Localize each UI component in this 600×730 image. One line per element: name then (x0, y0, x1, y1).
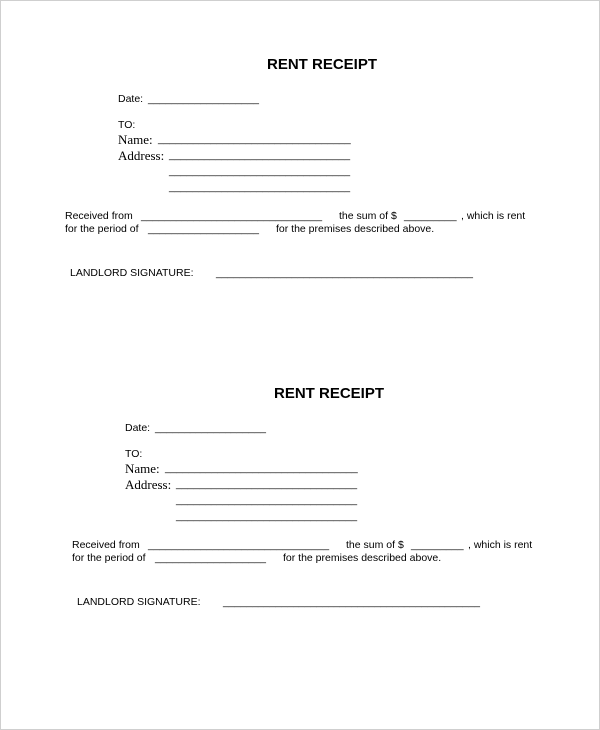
period-label: for the period of (72, 552, 146, 564)
address-field-line-1[interactable]: _______________________________ (176, 478, 358, 490)
to-label: TO: (125, 448, 143, 460)
address-field-line-3[interactable]: _______________________________ (169, 181, 351, 193)
name-label: Name: (125, 461, 160, 476)
sum-field[interactable]: _________ (411, 539, 464, 551)
date-label: Date: (125, 422, 151, 434)
address-field-line-3[interactable]: _______________________________ (176, 510, 358, 522)
date-label: Date: (118, 93, 144, 105)
sum-label: the sum of $ (339, 210, 397, 222)
landlord-signature-field[interactable]: ____________________________________________ (223, 596, 480, 608)
sum-label: the sum of $ (346, 539, 404, 551)
which-is-rent-text: , which is rent (468, 539, 533, 551)
name-field[interactable]: _________________________________ (165, 462, 358, 474)
period-label: for the period of (65, 223, 139, 235)
name-label: Name: (118, 132, 153, 147)
rent-receipt-2 (1, 330, 600, 630)
date-field[interactable]: ___________________ (148, 93, 259, 105)
address-label: Address: (125, 477, 172, 492)
received-from-field[interactable]: _______________________________ (141, 210, 323, 222)
landlord-signature-field[interactable]: ____________________________________________ (216, 267, 473, 279)
date-field[interactable]: ___________________ (155, 422, 266, 434)
to-label: TO: (118, 119, 136, 131)
address-field-line-1[interactable]: _______________________________ (169, 149, 351, 161)
sum-field[interactable]: _________ (404, 210, 457, 222)
received-from-label: Received from (72, 539, 140, 551)
receipt-title: RENT RECEIPT (274, 385, 385, 402)
received-from-field[interactable]: _______________________________ (148, 539, 330, 551)
premises-text: for the premises described above. (276, 223, 435, 235)
received-from-label: Received from (65, 210, 133, 222)
which-is-rent-text: , which is rent (461, 210, 526, 222)
landlord-signature-label: LANDLORD SIGNATURE: (70, 267, 194, 279)
landlord-signature-label: LANDLORD SIGNATURE: (77, 596, 201, 608)
rent-receipt-1 (1, 1, 600, 301)
name-field[interactable]: _________________________________ (158, 133, 351, 145)
period-field[interactable]: ___________________ (155, 552, 266, 564)
receipt-title: RENT RECEIPT (267, 56, 378, 73)
premises-text: for the premises described above. (283, 552, 442, 564)
address-label: Address: (118, 148, 165, 163)
address-field-line-2[interactable]: _______________________________ (176, 494, 358, 506)
period-field[interactable]: ___________________ (148, 223, 259, 235)
address-field-line-2[interactable]: _______________________________ (169, 165, 351, 177)
